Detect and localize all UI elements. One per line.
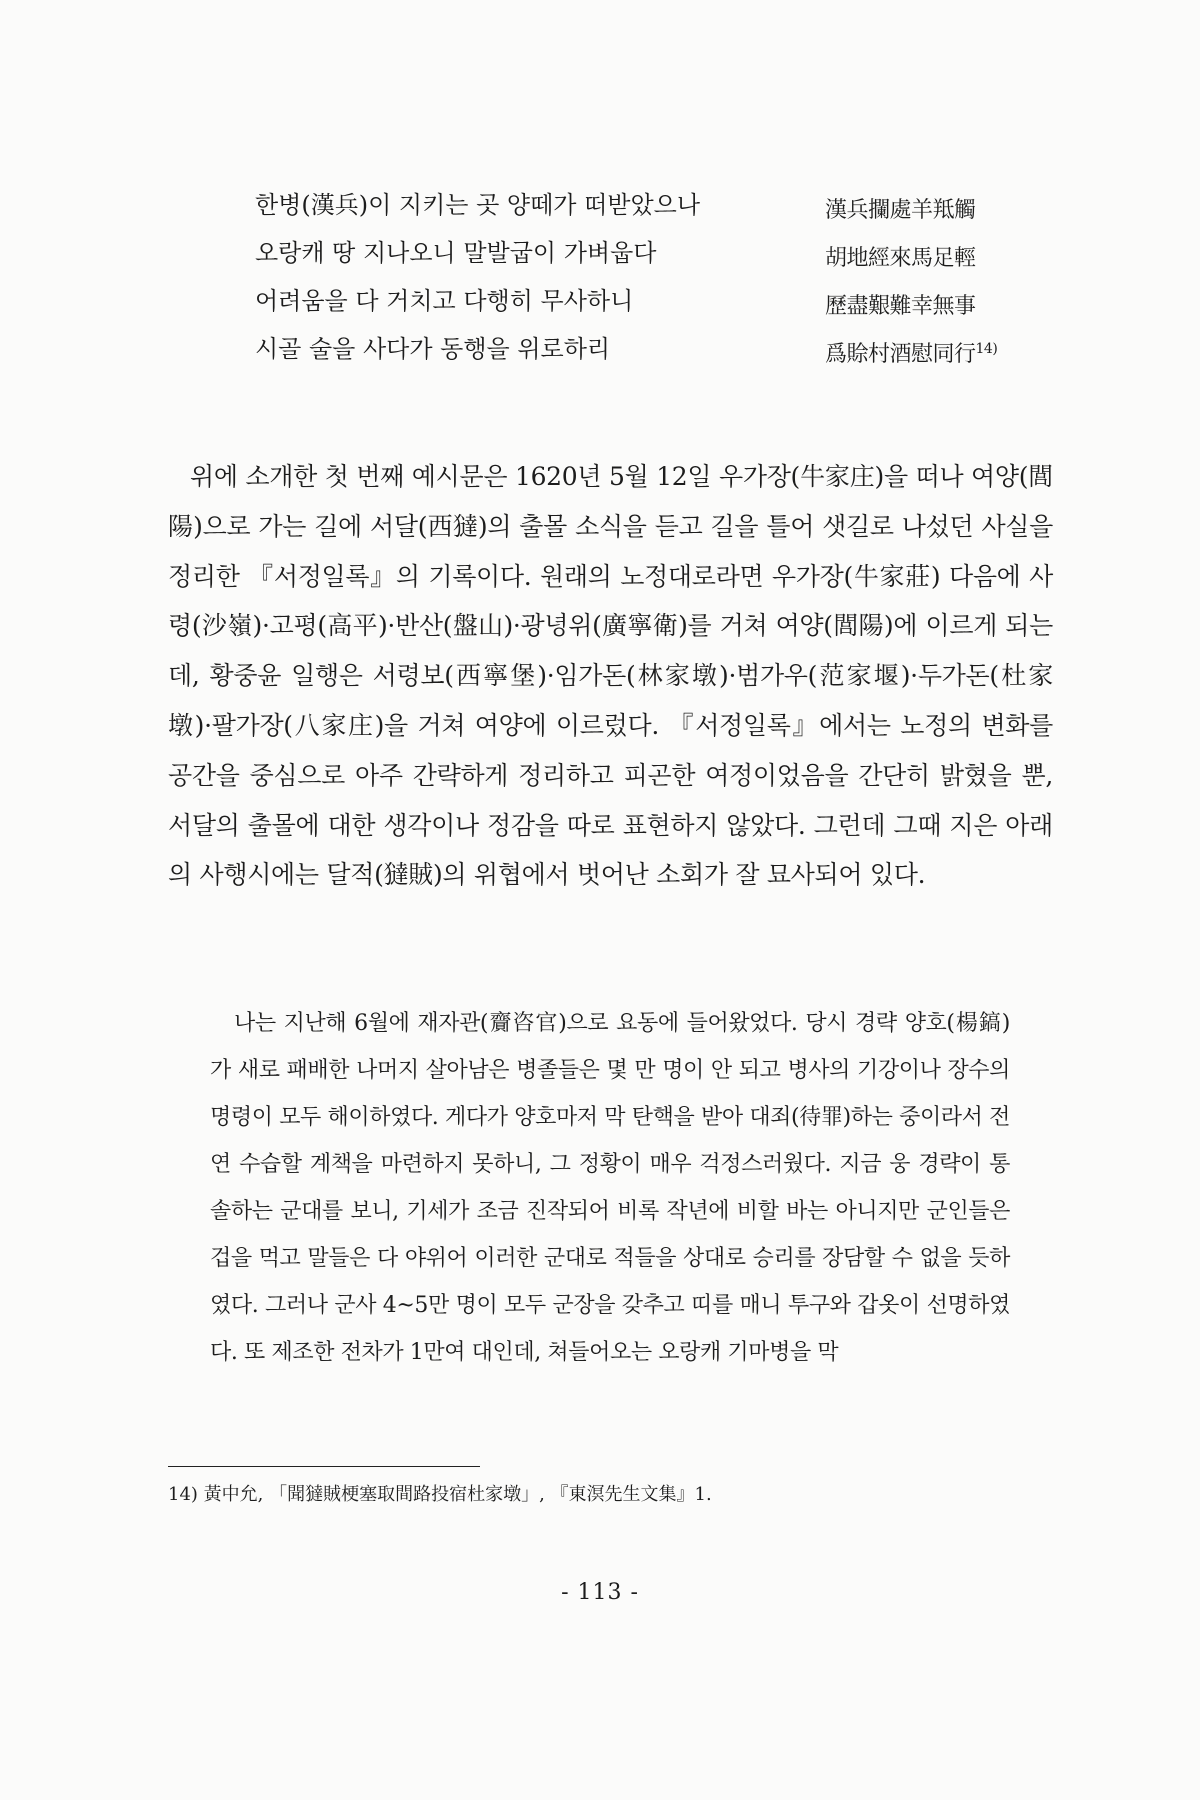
poem-korean-line: 시골 술을 사다가 동행을 위로하리 xyxy=(255,335,611,363)
poem-chinese-line: 歷盡艱難幸無事 xyxy=(825,294,976,319)
poem-line xyxy=(255,236,1025,284)
poem-chinese-line: 爲賒村酒慰同行$^{14)}$ xyxy=(825,341,998,367)
poem-korean-line: 어려움을 다 거치고 다행히 무사하니 xyxy=(255,287,634,315)
footnote-divider xyxy=(168,1466,480,1467)
page-number: - 113 - xyxy=(561,1580,639,1605)
body-paragraph-text: 위에 소개한 첫 번째 예시문은 1620년 5월 12일 우가장(牛家庄)을 떠나 여양(閭陽)으로 가는 길에 서달(西㺚)의 출몰 소식을 듣고 길을 틀어 샛길로 나섰던 사실을 정리한 『서정일록』의 기록이다. 원래의 노정대로라면 우가장(牛家莊) 다음에 사령(沙嶺)·고평(高平)·반산(盤山)·광녕위(廣寧衛)를 거쳐 여양(閭陽)에 이르게 되는데, 황중윤 일행은 서령보(西寧堡)·임가돈(林家墩)·범가우(范家堰)·두가돈(杜家墩)·팔가장(八家庄)을 거쳐 여양에 이르렀다. 『서정일록』에서는 노정의 변화를 공간을 중심으로 아주 간략하게 정리하고 피곤한 여정이었음을 간단히 밝혔을 뿐, 서달의 출몰에 대한 생각이나 정감을 따로 표현하지 않았다. 그런데 그때 지은 아래의 사행시에는 달적(㺚賊)의 위협에서 벗어난 소회가 잘 묘사되어 있다. xyxy=(168,462,1053,890)
poem-korean-line: 한병(漢兵)이 지키는 곳 양떼가 떠받았으나 xyxy=(255,191,701,219)
poem-line xyxy=(255,284,1025,332)
footnote-reference: 14) xyxy=(975,341,998,357)
poem-line xyxy=(255,332,1025,380)
poem-line xyxy=(255,188,1025,236)
footnote: 14) 黃中允, 「聞㺚賊梗塞取間路投宿杜家墩」, 『東溟先生文集』1. xyxy=(168,1484,712,1505)
poem-block xyxy=(255,188,1025,380)
body-paragraph xyxy=(168,452,1053,900)
poem-chinese-line: 胡地經來馬足輕 xyxy=(825,246,976,271)
block-quote-text: 나는 지난해 6월에 재자관(齎咨官)으로 요동에 들어왔었다. 당시 경략 양호(楊鎬)가 새로 패배한 나머지 살아남은 병졸들은 몇 만 명이 안 되고 병사의 기강이나 장수의 명령이 모두 해이하였다. 게다가 양호마저 막 탄핵을 받아 대죄(待罪)하는 중이라서 전연 수습할 계책을 마련하지 못하니, 그 정황이 매우 걱정스러웠다. 지금 웅 경략이 통솔하는 군대를 보니, 기세가 조금 진작되어 비록 작년에 비할 바는 아니지만 군인들은 겁을 먹고 말들은 다 야위어 이러한 군대로 적들을 상대로 승리를 장담할 수 없을 듯하였다. 그러나 군사 4~5만 명이 모두 군장을 갖추고 띠를 매니 투구와 갑옷이 선명하였다. 또 제조한 전차가 1만여 대인데, 쳐들어오는 오랑캐 기마병을 막 xyxy=(210,1011,1010,1365)
block-quote xyxy=(210,1000,1010,1376)
poem-korean-line: 오랑캐 땅 지나오니 말발굽이 가벼웁다 xyxy=(255,239,657,267)
poem-chinese-line: 漢兵攔處羊羝觸 xyxy=(825,198,976,223)
